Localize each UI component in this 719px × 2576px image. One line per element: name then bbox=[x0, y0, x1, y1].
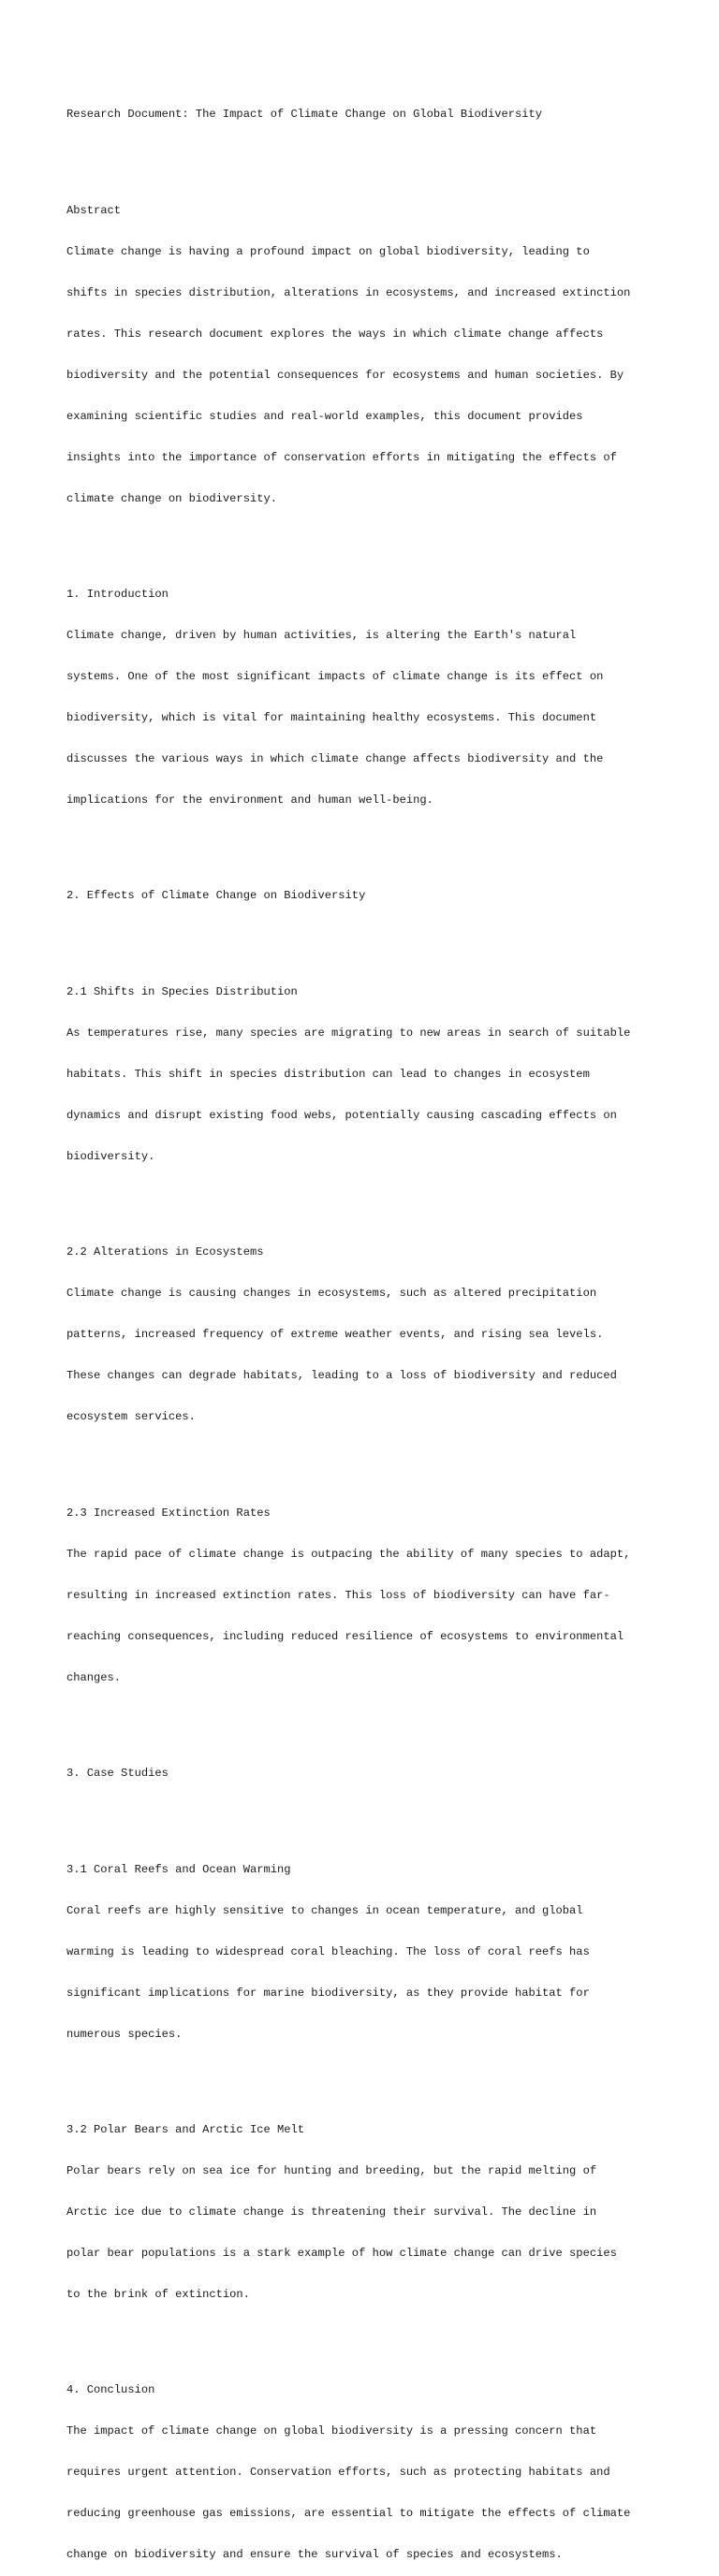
section-2-1-line: dynamics and disrupt existing food webs, potentially causing cascading effects on bbox=[66, 1108, 617, 1122]
spacer bbox=[66, 835, 666, 849]
abstract-line: shifts in species distribution, alterations in ecosystems, and increased extinction bbox=[66, 285, 631, 299]
abstract-line: examining scientific studies and real-world examples, this document provides bbox=[66, 409, 583, 423]
spacer bbox=[66, 1808, 666, 1822]
conclusion-line: requires urgent attention. Conservation efforts, such as protecting habitats and bbox=[66, 2466, 610, 2480]
section-2-1-line: biodiversity. bbox=[66, 1149, 155, 1163]
spacer bbox=[66, 2068, 666, 2082]
abstract-heading: Abstract bbox=[66, 203, 122, 217]
section-2-3-heading: 2.3 Increased Extinction Rates bbox=[66, 1506, 271, 1520]
abstract-line: climate change on biodiversity. bbox=[66, 491, 277, 505]
introduction-line: discusses the various ways in which climate change affects biodiversity and the bbox=[66, 751, 604, 765]
abstract-line: rates. This research document explores the ways in which climate change affects bbox=[66, 327, 604, 341]
effects-heading: 2. Effects of Climate Change on Biodiversity bbox=[66, 889, 366, 903]
section-3-1-heading: 3.1 Coral Reefs and Ocean Warming bbox=[66, 1862, 291, 1876]
section-3-2-line: Polar bears rely on sea ice for hunting and breeding, but the rapid melting of bbox=[66, 2164, 597, 2178]
section-2-2-line: Climate change is causing changes in ecosystems, such as altered precipitation bbox=[66, 1287, 597, 1301]
conclusion-line: reducing greenhouse gas emissions, are essential to mitigate the effects of climate bbox=[66, 2507, 631, 2521]
introduction-line: implications for the environment and human well-being. bbox=[66, 793, 433, 807]
section-2-1-heading: 2.1 Shifts in Species Distribution bbox=[66, 985, 298, 998]
section-3-2-heading: 3.2 Polar Bears and Arctic Ice Melt bbox=[66, 2123, 305, 2137]
section-2-3-line: The rapid pace of climate change is outpacing the ability of many species to adapt, bbox=[66, 1547, 631, 1561]
document-page bbox=[66, 80, 666, 2576]
section-2-1-line: habitats. This shift in species distribution can lead to changes in ecosystem bbox=[66, 1067, 590, 1081]
section-2-1-line: As temperatures rise, many species are migrating to new areas in search of suitable bbox=[66, 1026, 631, 1040]
section-2-2-line: patterns, increased frequency of extreme weather events, and rising sea levels. bbox=[66, 1328, 604, 1342]
conclusion-heading: 4. Conclusion bbox=[66, 2383, 155, 2397]
spacer bbox=[66, 533, 666, 547]
spacer bbox=[66, 1712, 666, 1726]
introduction-heading: 1. Introduction bbox=[66, 588, 169, 602]
section-3-1-line: significant implications for marine biodiversity, as they provide habitat for bbox=[66, 1986, 590, 2000]
conclusion-line: change on biodiversity and ensure the survival of species and ecosystems. bbox=[66, 2548, 563, 2562]
spacer bbox=[66, 1191, 666, 1205]
abstract-line: biodiversity and the potential consequences for ecosystems and human societies. By bbox=[66, 368, 624, 382]
section-3-1-line: Coral reefs are highly sensitive to changes in ocean temperature, and global bbox=[66, 1903, 583, 1917]
spacer bbox=[66, 1451, 666, 1465]
section-2-3-line: changes. bbox=[66, 1670, 122, 1684]
section-3-2-line: to the brink of extinction. bbox=[66, 2287, 250, 2301]
introduction-line: systems. One of the most significant impacts of climate change is its effect on bbox=[66, 670, 604, 684]
section-3-2-line: Arctic ice due to climate change is threatening their survival. The decline in bbox=[66, 2205, 597, 2219]
abstract-line: insights into the importance of conservation efforts in mitigating the effects of bbox=[66, 450, 617, 464]
spacer bbox=[66, 2329, 666, 2343]
section-3-1-line: warming is leading to widespread coral bleaching. The loss of coral reefs has bbox=[66, 1944, 590, 1958]
section-2-2-line: ecosystem services. bbox=[66, 1410, 196, 1424]
section-2-3-line: resulting in increased extinction rates. This loss of biodiversity can have far- bbox=[66, 1588, 610, 1602]
conclusion-line: The impact of climate change on global biodiversity is a pressing concern that bbox=[66, 2424, 597, 2438]
abstract-line: Climate change is having a profound impact on global biodiversity, leading to bbox=[66, 244, 590, 258]
case-studies-heading: 3. Case Studies bbox=[66, 1767, 169, 1781]
spacer bbox=[66, 149, 666, 163]
section-2-2-line: These changes can degrade habitats, leading to a loss of biodiversity and reduced bbox=[66, 1369, 617, 1383]
document-title: Research Document: The Impact of Climate Change on Global Biodiversity bbox=[66, 108, 543, 122]
section-2-2-heading: 2.2 Alterations in Ecosystems bbox=[66, 1245, 264, 1259]
introduction-line: Climate change, driven by human activities, is altering the Earth's natural bbox=[66, 629, 577, 643]
introduction-line: biodiversity, which is vital for maintaining healthy ecosystems. This document bbox=[66, 710, 597, 724]
section-3-1-line: numerous species. bbox=[66, 2027, 183, 2041]
section-2-3-line: reaching consequences, including reduced resilience of ecosystems to environmental bbox=[66, 1629, 624, 1643]
section-3-2-line: polar bear populations is a stark example of how climate change can drive species bbox=[66, 2246, 617, 2260]
spacer bbox=[66, 930, 666, 944]
